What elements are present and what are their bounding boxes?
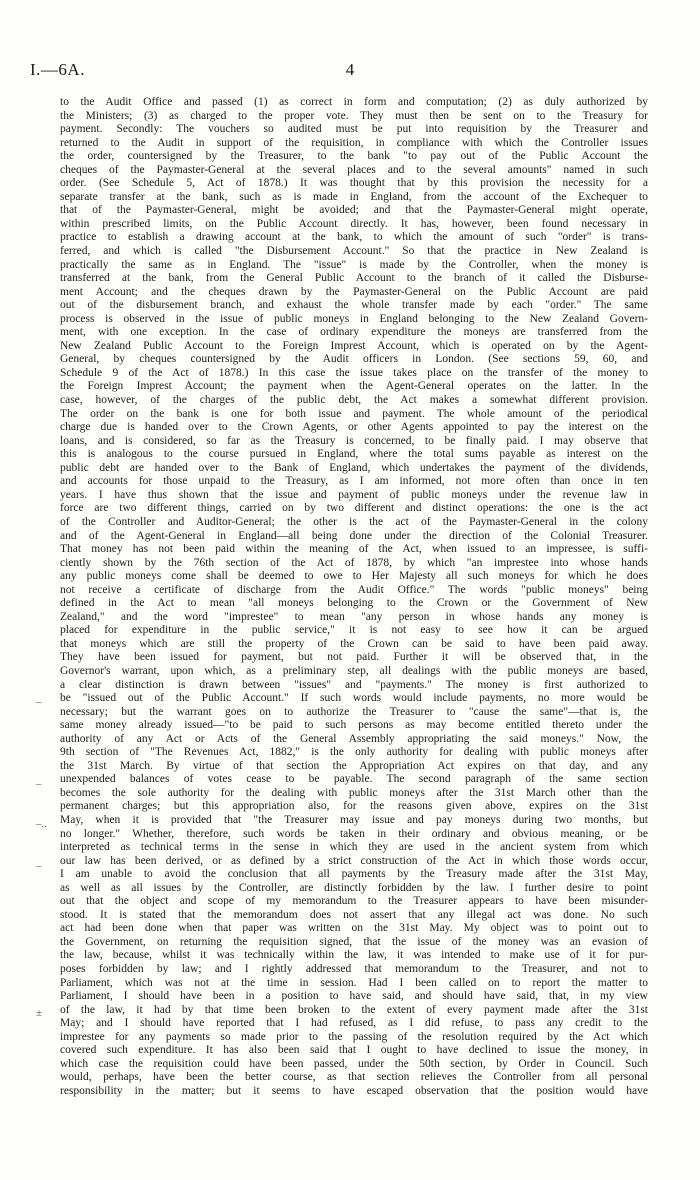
page-header [30, 60, 670, 84]
text-line: the law, because, whilst it was technically within the law, it was intended to make use of it for pur- [60, 949, 648, 962]
text-line: of the law, it had by that time been broken to the extent of every payment made after the 31st [60, 1003, 648, 1016]
text-line: responsibility in the matter; but it seems to have escaped observation that the position would have [60, 1084, 648, 1097]
text-line: placed for expenditure in the public service," it is not easy to see how it can be argued [60, 624, 648, 637]
text-line: stood. It is stated that the memorandum does not assert that any illegal act was done. No such [60, 908, 648, 921]
text-line: May, when it is provided that "the Treasurer may issue and pay moneys during two months, but [60, 813, 648, 826]
text-line: cheques of the Paymaster-General at the several places and to the several amounts" named in such [60, 163, 648, 176]
text-line: that of the Paymaster-General, might be avoided; and that the Paymaster-General might operate, [60, 204, 648, 217]
text-line: years. I have thus shown that the issue and payment of public moneys under the revenue law in [60, 488, 648, 501]
text-line: interpreted as technical terms in the sense in which they are used in the ancient system from which [60, 841, 648, 854]
text-line: General, by cheques countersigned by the Audit officers in London. (See sections 59, 60, and [60, 353, 648, 366]
text-line: as well as all issues by the Controller, are distinctly forbidden by the law. I further desire to point [60, 881, 648, 894]
text-line: and of the Agent-General in England—all being done under the direction of the Colonial Treasurer. [60, 529, 648, 542]
text-line: to the Audit Office and passed (1) as correct in form and computation; (2) as duly authorized by [60, 96, 648, 108]
text-line: returned to the Audit in support of the requisition, in compliance with which the Controller issues [60, 136, 648, 149]
text-line: defined in the Act to mean "all moneys belonging to the Crown or the Government of New [60, 597, 648, 610]
text-line: unexpended balances of votes cease to be payable. The second paragraph of the same section [60, 773, 648, 786]
text-line: out of the disbursement branch, and exhaust the whole transfer made by each "order." The same [60, 299, 648, 312]
text-line: the Foreign Imprest Account; the payment when the Agent-General operates on the latter. In the [60, 380, 648, 393]
text-line: force are two different things, carried on by two different and distinct operations: the one is the act [60, 502, 648, 515]
text-line: any public moneys come shall be deemed to owe to Her Majesty all such moneys for which he does [60, 570, 648, 583]
text-line: act had been done when that paper was written on the 31st May. My object was to point out to [60, 922, 648, 935]
text-line: May; and I should have reported that I had refused, as I did refuse, to pass any credit to the [60, 1017, 648, 1030]
text-line: no longer." Whether, therefore, such words be taken in their ordinary and obvious meaning, or be [60, 827, 648, 840]
text-line: Zealand," and the word "imprestee" to mean "any person in whose hands any money is [60, 610, 648, 623]
text-line: order. (See Schedule 5, Act of 1878.) It was thought that by this provision the necessity for a [60, 177, 648, 190]
text-line: ment Account; and the cheques drawn by the Paymaster-General on the Public Account are paid [60, 285, 648, 298]
text-line: That money has not been paid within the meaning of the Act, when issued to an impressee, is suffi- [60, 543, 648, 556]
text-line: permanent charges; but this appropriation also, for the reasons given above, expires on the 31st [60, 800, 648, 813]
text-line: transferred at the bank, from the General Public Account to the branch of it called the Disburse- [60, 272, 648, 285]
text-line: New Zealand Public Account to the Foreign Imprest Account, which is operated on by the Agent- [60, 339, 648, 352]
body-text [60, 96, 648, 1098]
margin-mark: – [36, 778, 42, 790]
margin-mark: – [36, 860, 42, 872]
text-line: Parliament, I should have been in a position to have said, and should have said, that, in my view [60, 990, 648, 1003]
text-line: imprestee for any payments so made prior to the passing of the resolution required by the Act which [60, 1030, 648, 1043]
page-number: 4 [345, 60, 355, 79]
text-line: the 31st March. By virtue of that section the Appropriation Act expires on that day, and any [60, 759, 648, 772]
text-line: charge due is handed over to the Crown Agents, or other Agents appointed to pay the interest on the [60, 421, 648, 434]
text-line: payment. Secondly: The vouchers so audited must be put into requisition by the Treasurer and [60, 123, 648, 136]
text-line: ciently shown by the 76th section of the Act of 1878, by which "an imprestee into whose hands [60, 556, 648, 569]
text-line: process is observed in the issue of public moneys in England belonging to the New Zealand Govern- [60, 312, 648, 325]
text-line: a clear distinction is drawn between "issues" and "payments." The money is first authorized to [60, 678, 648, 691]
text-line: I am unable to avoid the conclusion that all payments by the Treasury made after the 31st May, [60, 868, 648, 881]
text-line: separate transfer at the bank, such as is made in England, from the account of the Exchequer to [60, 190, 648, 203]
text-line: practice to establish a drawing account at the bank, to which the amount of such "order" is trans- [60, 231, 648, 244]
text-line: poses forbidden by law; and I rightly addressed that memorandum to the Treasurer, and not to [60, 963, 648, 975]
text-line: same money already issued—"to be paid to such persons as may become entitled thereto under the [60, 719, 648, 732]
text-line: authority of any Act or Acts of the General Assembly appropriating the said moneys." Now, the [60, 732, 648, 745]
text-line: this is analogous to the course pursued in England, where the total sums payable as interest on the [60, 448, 648, 461]
text-line: public debt are handed over to the Bank of England, which undertakes the payment of the dividends, [60, 461, 648, 474]
text-line: ment, with one exception. In the case of ordinary expenditure the moneys are transferred from the [60, 326, 648, 339]
text-line: not receive a certificate of discharge from the Audit Office." The words "public moneys" being [60, 583, 648, 596]
text-line: our law has been derived, or as defined by a strict construction of the Act in which those words occur, [60, 854, 648, 867]
text-line: that moneys which are still the property of the Crown can be said to have been paid away. [60, 637, 648, 650]
text-line: They have been issued for payment, but not paid. Further it will be observed that, in the [60, 651, 648, 664]
text-line: the Government, on returning the requisition signed, that the issue of the money was an evasion of [60, 935, 648, 948]
text-line: would, perhaps, have been the better course, as that section relieves the Controller from all personal [60, 1071, 648, 1084]
text-line: be "issued out of the Public Account." If such words would include payments, no more would be [60, 692, 648, 705]
text-line: within prescribed limits, on the Public Account directly. It has, however, been found necessary in [60, 217, 648, 230]
margin-mark: –.. [36, 818, 47, 830]
text-line: Parliament, which was not at the time in session. Had I been called on to report the matter to [60, 976, 648, 989]
text-line: covered such expenditure. It has also been said that I ought to have declined to issue the money, in [60, 1044, 648, 1057]
text-line: practically the same as in England. The "issue" is made by the Controller, when the money is [60, 258, 648, 271]
text-line: of the Controller and Auditor-General; the other is the act of the Paymaster-General in the colony [60, 515, 648, 528]
text-line: case, however, of the charges of the public debt, the Act makes a somewhat different provision. [60, 394, 648, 407]
margin-mark: ± [36, 1007, 43, 1019]
text-line: 9th section of "The Revenues Act, 1882," is the only authority for dealing with public moneys after [60, 746, 648, 759]
document-reference: I.—6A. [30, 60, 85, 79]
text-line: Governor's warrant, upon which, as a preliminary step, all dealings with the public moneys are based, [60, 664, 648, 677]
text-line: The order on the bank is one for both issue and payment. The whole amount of the periodical [60, 407, 648, 420]
text-line: out that the object and scope of my memorandum to the Treasurer appears to have been misunder- [60, 895, 648, 908]
text-line: loans, and is considered, so far as the Treasury is concerned, to be finally paid. I may observe that [60, 434, 648, 447]
text-line: which case the requisition could have been passed, under the 50th section, by Order in Council. Such [60, 1057, 648, 1070]
text-line: the order, countersigned by the Treasurer, to the bank "to pay out of the Public Account the [60, 150, 648, 163]
text-line: becomes the sole authority for the dealing with public moneys after the 31st March other than the [60, 786, 648, 799]
text-line: and accounts for those unpaid to the Treasury, as I am informed, not more often than once in ten [60, 475, 648, 488]
text-line: necessary; but the warrant goes on to authorize the Treasurer to "cause the same"—that is, the [60, 705, 648, 718]
text-line: Schedule 9 of the Act of 1878.) In this case the issue takes place on the transfer of the money to [60, 366, 648, 379]
margin-mark: – [36, 696, 42, 708]
text-line: the Ministers; (3) as charged to the proper vote. They must then be sent on to the Treasury for [60, 109, 648, 122]
text-line: ferred, and which is called "the Disbursement Account." So that the practice in New Zealand is [60, 245, 648, 258]
